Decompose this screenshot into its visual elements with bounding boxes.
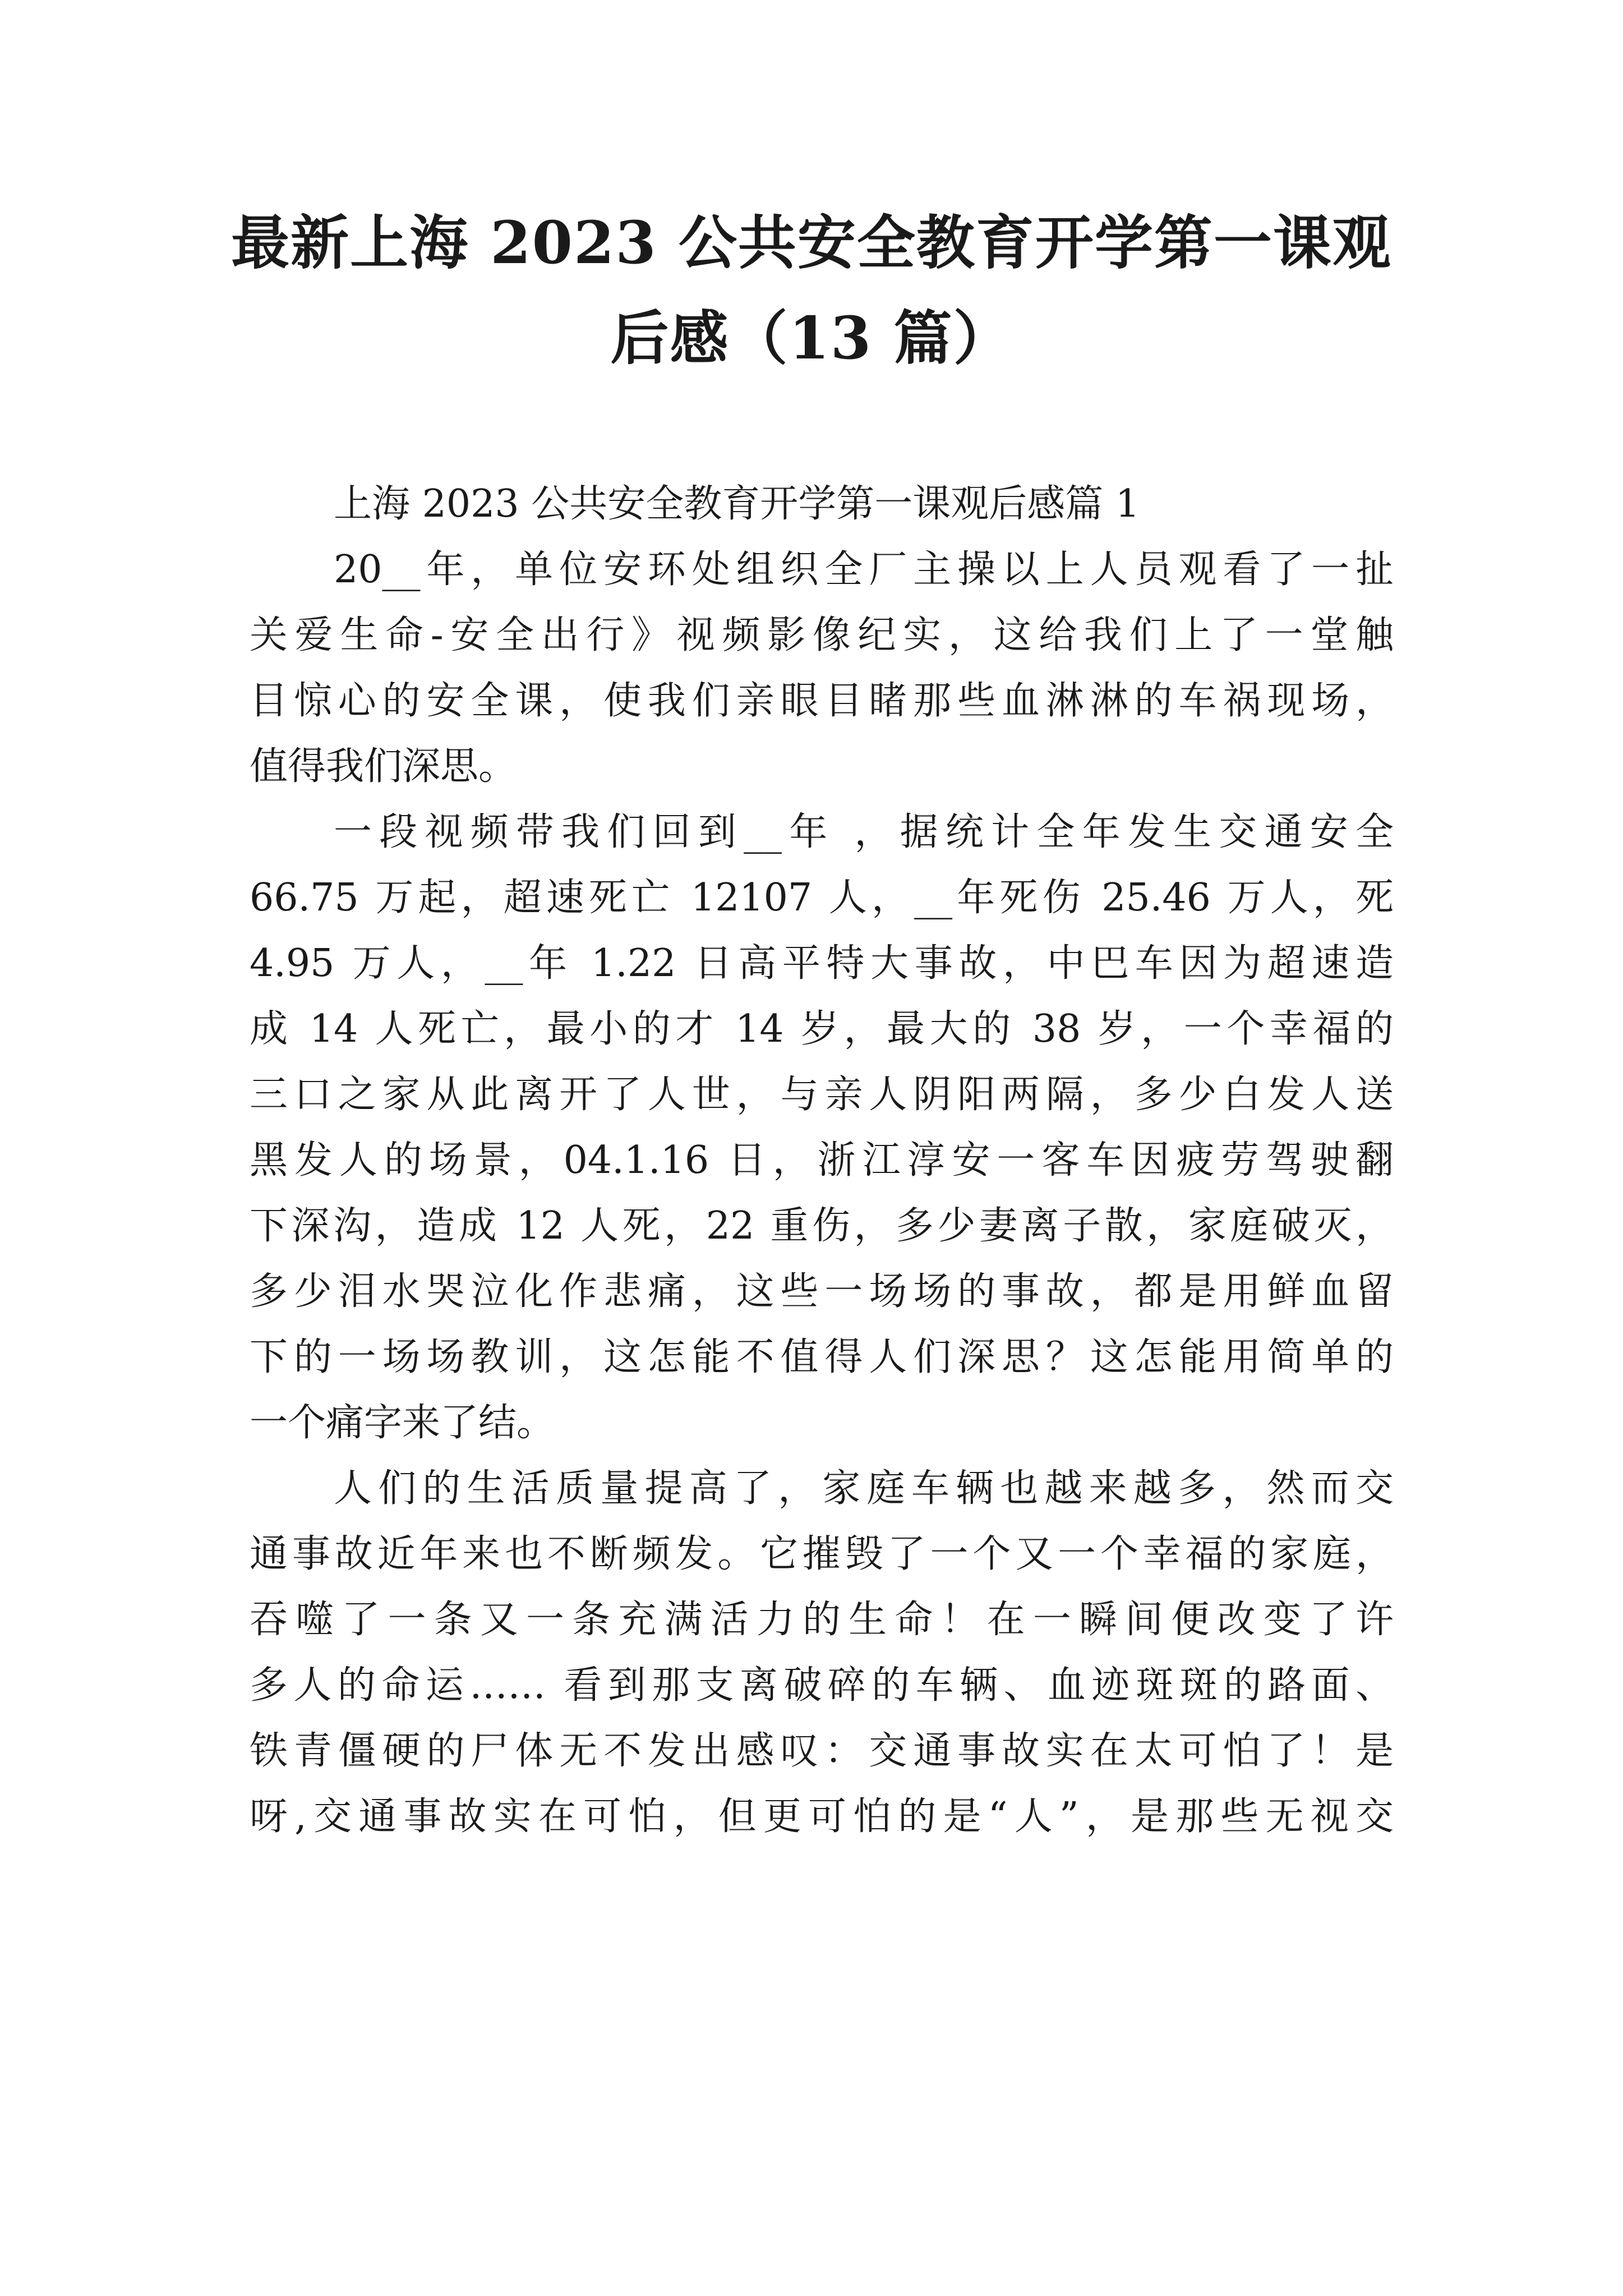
document-body (250, 471, 1394, 1849)
body-line: 20__年，单位安环处组织全厂主操以上人员观看了一扯 (334, 547, 1394, 592)
body-line: 66.75 万起，超速死亡 12107 人，__年死伤 25.46 万人，死 (250, 876, 1394, 920)
body-line: 一个痛字来了结。 (250, 1401, 555, 1445)
body-line: 下的一场场教训，这怎能不值得人们深思？这怎能用简单的 (250, 1335, 1394, 1379)
body-line: 黑发人的场景，04.1.16 日，浙江淳安一客车因疲劳驾驶翻 (250, 1138, 1394, 1182)
body-line: 三口之家从此离开了人世，与亲人阴阳两隔，多少白发人送 (250, 1073, 1394, 1117)
body-line: 多人的命运…… 看到那支离破碎的车辆、血迹斑斑的路面、 (250, 1663, 1394, 1708)
body-line: 呀,交通事故实在可怕，但更可怕的是“人”，是那些无视交 (250, 1795, 1394, 1839)
body-line: 4.95 万人，__年 1.22 日高平特大事故，中巴车因为超速造 (250, 941, 1394, 986)
body-line: 铁青僵硬的尸体无不发出感叹：交通事故实在太可怕了！是 (250, 1729, 1394, 1773)
document-title (213, 195, 1410, 386)
body-line: 吞噬了一条又一条充满活力的生命！在一瞬间便改变了许 (250, 1598, 1394, 1642)
body-line: 上海 2023 公共安全教育开学第一课观后感篇 1 (334, 482, 1140, 526)
body-line: 人们的生活质量提高了，家庭车辆也越来越多，然而交 (334, 1466, 1394, 1511)
body-line: 关爱生命-安全出行》视频影像纪实，这给我们上了一堂触 (250, 613, 1394, 657)
body-line: 通事故近年来也不断频发。它摧毁了一个又一个幸福的家庭， (250, 1532, 1394, 1576)
body-line: 值得我们深思。 (250, 744, 517, 789)
body-line: 目惊心的安全课，使我们亲眼目睹那些血淋淋的车祸现场， (250, 679, 1394, 723)
body-line: 一段视频带我们回到__年 ，据统计全年发生交通安全 (334, 810, 1394, 854)
body-line: 多少泪水哭泣化作悲痛，这些一场场的事故，都是用鲜血留 (250, 1269, 1394, 1314)
title-line-1: 最新上海 2023 公共安全教育开学第一课观 (231, 208, 1392, 277)
body-line: 下深沟，造成 12 人死，22 重伤，多少妻离子散，家庭破灭， (250, 1204, 1394, 1248)
title-line-2: 后感（13 篇） (610, 303, 1013, 372)
body-line: 成 14 人死亡，最小的才 14 岁，最大的 38 岁，一个幸福的 (250, 1007, 1394, 1051)
